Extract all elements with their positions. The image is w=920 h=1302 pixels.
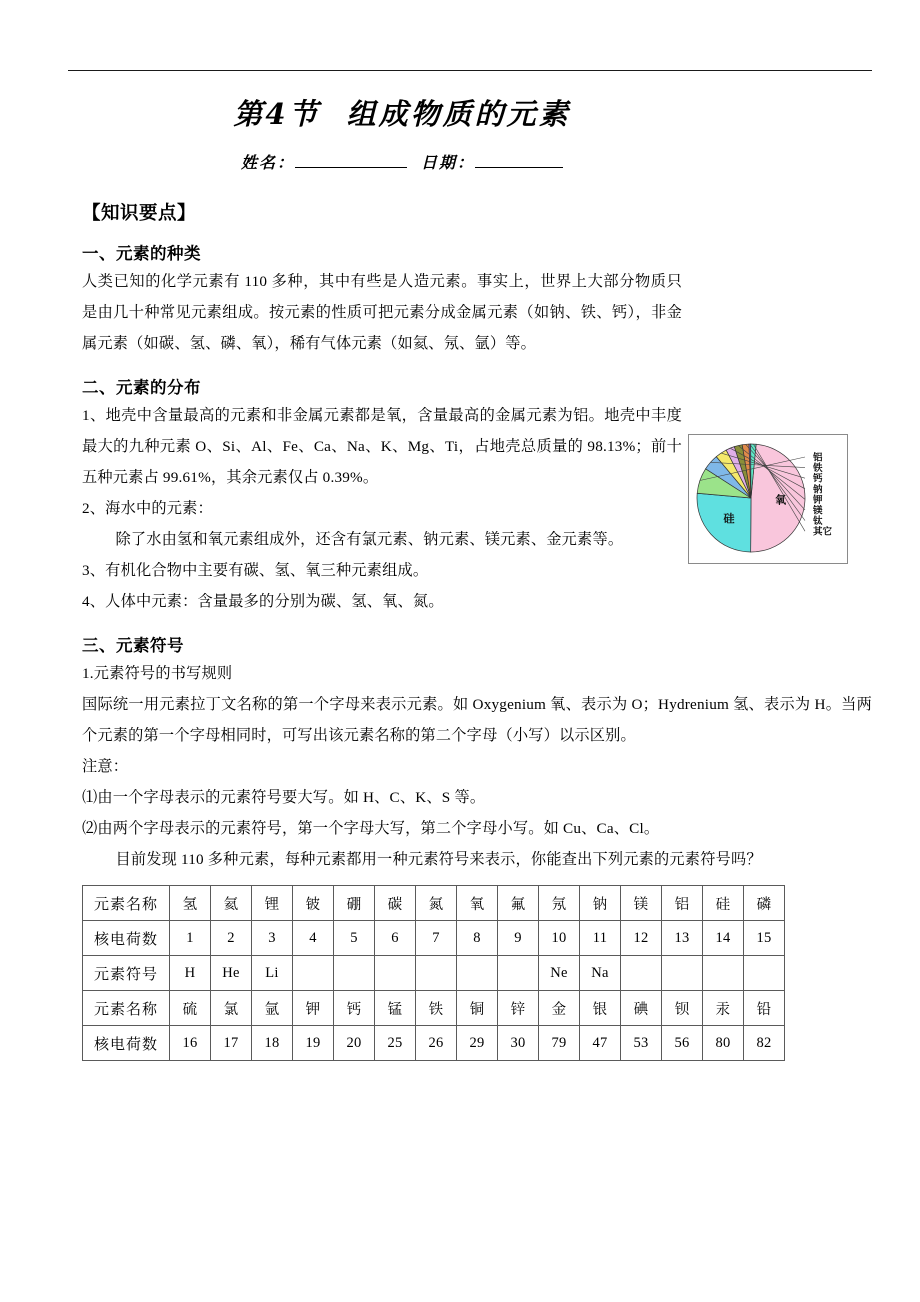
g2-charge-11: 53 [621,1026,662,1061]
pie-leader-label: 铝 [813,452,823,464]
g1-symbol-2[interactable]: Li [252,956,293,991]
g1-charge-10: 11 [580,921,621,956]
g1-name-10: 钠 [580,886,621,921]
table-row [83,1026,785,1061]
g1-symbol-5[interactable] [375,956,416,991]
title-main: 组成物质的元素 [346,97,571,131]
g1-name-0: 氢 [170,886,211,921]
g2-name-13: 汞 [703,991,744,1026]
g1-name-2: 锂 [252,886,293,921]
g2-charge-7: 29 [457,1026,498,1061]
note-label: 注意： [82,758,129,775]
g1-charge-13: 14 [703,921,744,956]
g2-name-6: 铁 [416,991,457,1026]
g2-charge-8: 30 [498,1026,539,1061]
g2-charge-3: 19 [293,1026,334,1061]
g2-charge-5: 25 [375,1026,416,1061]
section-2-item-1: 1、地壳中含量最高的元素和非金属元素都是氧，含量最高的金属元素为铝。地壳中丰度最大的九种元素 O、Si、Al、Fe、Ca、Na、K、Mg、Ti，占地壳总质量的 98.13%；前十五种元素占 99.61%，其余元素仅占 0.39%。 [82,407,682,486]
g1-charge-0: 1 [170,921,211,956]
g1-charge-3: 4 [293,921,334,956]
g2-charge-10: 47 [580,1026,621,1061]
name-label: 姓名： [240,153,295,172]
g1-symbol-12[interactable] [662,956,703,991]
g2-charge-2: 18 [252,1026,293,1061]
symbol-rule-title: 1.元素符号的书写规则 [82,665,233,682]
pie-leader-label: 镁 [813,505,823,517]
g1-name-4: 硼 [334,886,375,921]
g1-name-1: 氦 [211,886,252,921]
g1-name-3: 铍 [293,886,334,921]
row-header-name-2: 元素名称 [83,991,170,1026]
g1-charge-6: 7 [416,921,457,956]
element-symbol-table [82,885,785,1061]
page-title [82,84,722,133]
row-header-symbol: 元素符号 [83,956,170,991]
pie-slice-label: 氧 [775,493,787,507]
section-1-heading: 一、元素的种类 [82,244,201,263]
pie-slice-label: 硅 [723,511,735,525]
pie-leader-label: 钾 [813,494,823,506]
g1-charge-12: 13 [662,921,703,956]
g2-charge-9: 79 [539,1026,580,1061]
g1-name-13: 硅 [703,886,744,921]
table-row [83,921,785,956]
g1-symbol-14[interactable] [744,956,785,991]
task-prompt: 目前发现 110 多种元素，每种元素都用一种元素符号来表示，你能查出下列元素的元素符号吗？ [115,851,762,868]
g2-charge-12: 56 [662,1026,703,1061]
date-blank[interactable] [475,167,563,168]
document-content [82,84,872,1061]
g2-name-12: 钡 [662,991,703,1026]
title-prefix: 第4节 [233,97,321,131]
knowledge-points-heading: 【知识要点】 [82,203,197,224]
g1-symbol-1[interactable]: He [211,956,252,991]
g2-name-1: 氯 [211,991,252,1026]
section-3-heading: 三、元素符号 [82,636,184,655]
g2-name-8: 锌 [498,991,539,1026]
g1-charge-4: 5 [334,921,375,956]
g1-name-7: 氧 [457,886,498,921]
g1-charge-14: 15 [744,921,785,956]
g1-charge-1: 2 [211,921,252,956]
g1-symbol-13[interactable] [703,956,744,991]
g2-name-0: 硫 [170,991,211,1026]
g1-symbol-9[interactable]: Ne [539,956,580,991]
pie-leader-label: 其它 [813,526,833,538]
pie-leader-label: 铁 [813,463,823,475]
g2-name-11: 碘 [621,991,662,1026]
name-blank[interactable] [295,167,407,168]
g2-charge-0: 16 [170,1026,211,1061]
g2-name-7: 铜 [457,991,498,1026]
note-item-2: ⑵由两个字母表示的元素符号，第一个字母大写，第二个字母小写。如 Cu、Ca、Cl。 [82,820,660,837]
g2-name-10: 银 [580,991,621,1026]
g1-symbol-8[interactable] [498,956,539,991]
g1-symbol-11[interactable] [621,956,662,991]
g2-name-9: 金 [539,991,580,1026]
section-1-paragraph: 人类已知的化学元素有 110 多种，其中有些是人造元素。事实上，世界上大部分物质只是由几十种常见元素组成。按元素的性质可把元素分成金属元素（如钠、铁、钙），非金属元素（如碳、氢、磷、氧），稀有气体元素（如氦、氖、氩）等。 [82,273,682,352]
section-2-heading: 二、元素的分布 [82,378,201,397]
pie-leader-label: 钠 [813,484,823,496]
pie-leader-label: 钙 [813,473,823,485]
g1-symbol-4[interactable] [334,956,375,991]
table-row [83,956,785,991]
g1-charge-7: 8 [457,921,498,956]
g1-symbol-10[interactable]: Na [580,956,621,991]
note-item-1: ⑴由一个字母表示的元素符号要大写。如 H、C、K、S 等。 [82,789,486,806]
name-date-line [82,150,722,173]
g1-symbol-7[interactable] [457,956,498,991]
header-rule [68,70,872,71]
g2-charge-6: 26 [416,1026,457,1061]
earth-crust-pie-figure [688,434,848,564]
g1-name-6: 氮 [416,886,457,921]
row-header-charge-1: 核电荷数 [83,921,170,956]
pie-chart [689,435,847,563]
g2-name-4: 钙 [334,991,375,1026]
date-label: 日期： [421,153,476,172]
symbol-rule-body: 国际统一用元素拉丁文名称的第一个字母来表示元素。如 Oxygenium 氧、表示为 O；Hydrenium 氢、表示为 H。当两个元素的第一个字母相同时，可写出该元素名称的第二个字母（小写）以示区别。 [82,696,872,744]
g2-name-14: 铅 [744,991,785,1026]
g1-symbol-3[interactable] [293,956,334,991]
g1-name-14: 磷 [744,886,785,921]
g1-name-12: 铝 [662,886,703,921]
table-row [83,991,785,1026]
g1-charge-11: 12 [621,921,662,956]
g1-charge-2: 3 [252,921,293,956]
g1-name-9: 氖 [539,886,580,921]
row-header-charge-2: 核电荷数 [83,1026,170,1061]
g2-name-3: 钾 [293,991,334,1026]
g1-symbol-0[interactable]: H [170,956,211,991]
table-row [83,886,785,921]
g2-name-5: 锰 [375,991,416,1026]
g1-name-5: 碳 [375,886,416,921]
pie-leader-label: 钛 [813,516,823,528]
g1-name-8: 氟 [498,886,539,921]
g2-charge-1: 17 [211,1026,252,1061]
g1-symbol-6[interactable] [416,956,457,991]
section-2-item-3: 3、有机化合物中主要有碳、氢、氧三种元素组成。 [82,562,429,579]
section-2-item-4: 4、人体中元素：含量最多的分别为碳、氢、氧、氮。 [82,593,444,610]
g2-charge-14: 82 [744,1026,785,1061]
g2-charge-13: 80 [703,1026,744,1061]
g1-charge-8: 9 [498,921,539,956]
g1-charge-9: 10 [539,921,580,956]
g1-charge-5: 6 [375,921,416,956]
g1-name-11: 镁 [621,886,662,921]
g2-name-2: 氩 [252,991,293,1026]
row-header-name-1: 元素名称 [83,886,170,921]
section-2-item-2: 2、海水中的元素： [82,500,213,517]
section-2-item-2-detail: 除了水由氢和氧元素组成外，还含有氯元素、钠元素、镁元素、金元素等。 [115,531,624,548]
g2-charge-4: 20 [334,1026,375,1061]
table-body [83,886,785,1061]
